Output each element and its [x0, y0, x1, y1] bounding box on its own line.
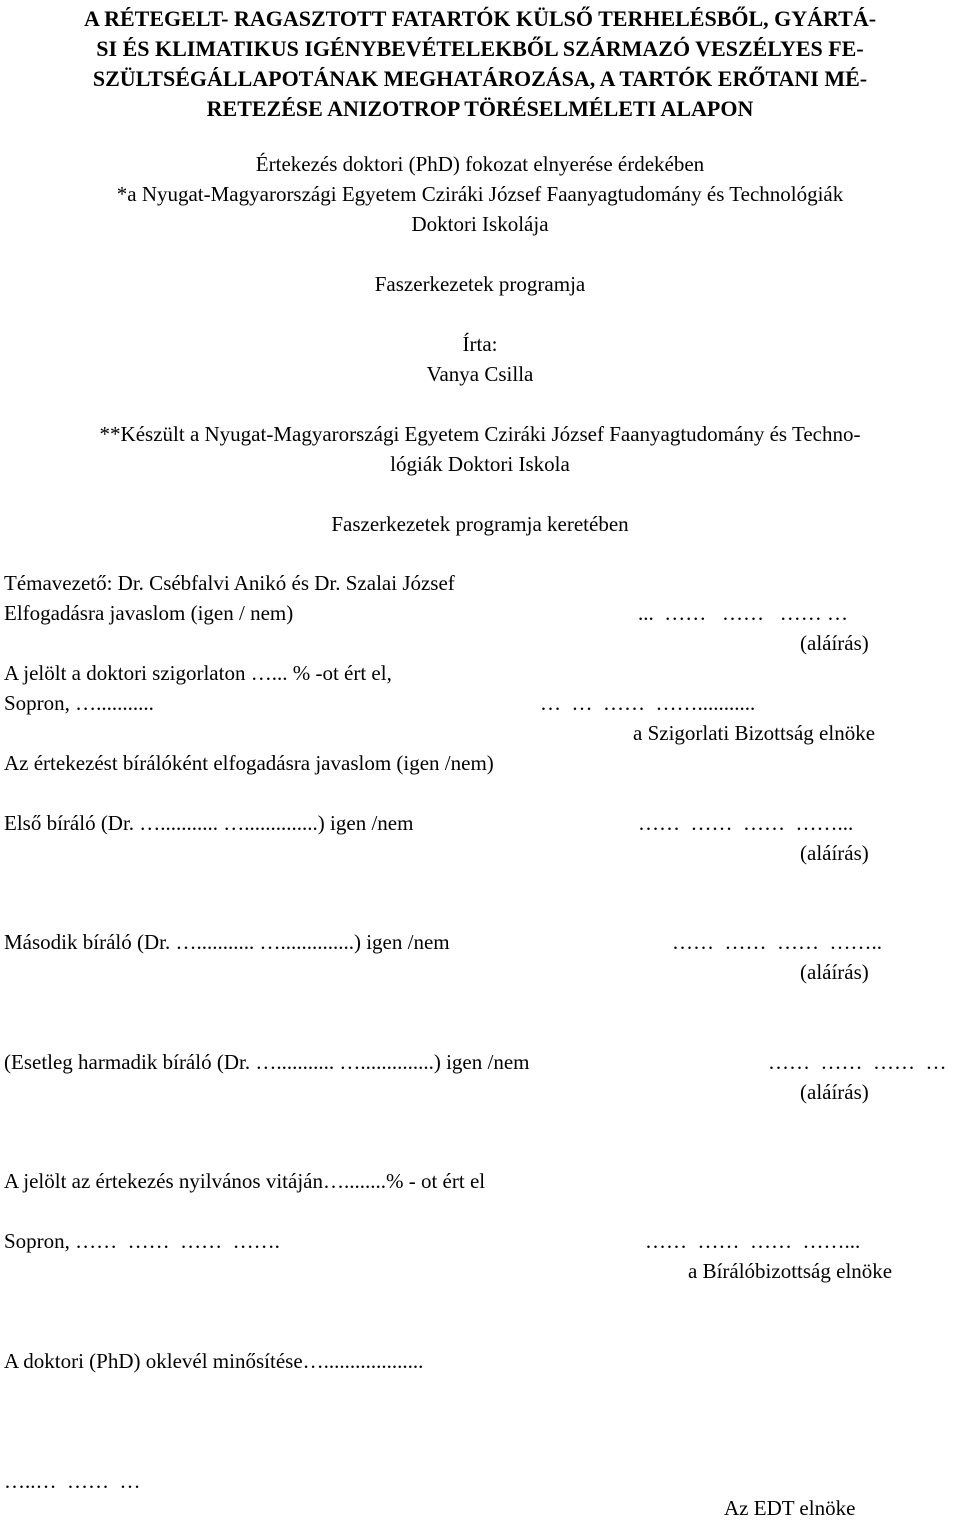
exam-line: A jelölt a doktori szigorlaton …... % -ot ért el,: [4, 661, 392, 685]
reviewer-1-signature-dots: …… …… …… ……...: [638, 811, 854, 835]
reviewer-3-signature-dots: …… …… …… …: [768, 1050, 947, 1074]
reviewer-2-line: Második bíráló (Dr. …........... …..............) igen /nem: [4, 930, 450, 954]
intro-line-2: *a Nyugat-Magyarországi Egyetem Cziráki József Faanyagtudomány és Technológiák: [116, 182, 844, 206]
diploma-rating-line: A doktori (PhD) oklevél minősítése…...................: [4, 1349, 424, 1373]
accept-signature-dots: ... …… …… …… …: [638, 601, 848, 625]
reviewer-intro: Az értekezést bírálóként elfogadásra javaslom (igen /nem): [4, 751, 494, 775]
author-name: Vanya Csilla: [426, 362, 534, 386]
reviewer-2-signature-dots: …… …… …… ……..: [672, 930, 882, 954]
review-chair-label: a Bírálóbizottság elnöke: [688, 1259, 893, 1283]
edt-signature-dots: …..… …… …: [4, 1469, 141, 1493]
supervisor-line: Témavezető: Dr. Csébfalvi Anikó és Dr. Szalai József: [4, 571, 455, 595]
document-title: A RÉTEGELT- RAGASZTOTT FATARTÓK KÜLSŐ TERHELÉSBŐL, GYÁRTÁ- SI ÉS KLIMATIKUS IGÉNYBEVÉTELEKBŐL SZÁRMAZÓ VESZÉLYES FE- SZÜLTSÉGÁLLAPOTÁNAK MEGHATÁROZÁSA, A TARTÓK ERŐTANI MÉ- RETEZÉSE ANIZOTROP TÖRÉSELMÉLETI ALAPON: [83, 6, 877, 121]
review-chair-signature-dots: …… …… …… ……...: [645, 1229, 861, 1253]
program-name: Faszerkezetek programja: [374, 272, 586, 296]
made-line-1: **Készült a Nyugat-Magyarországi Egyetem Cziráki József Faanyagtudomány és Techno-: [99, 422, 861, 446]
reviewer-2-signature-label: (aláírás): [800, 960, 869, 984]
author-label: Írta:: [462, 332, 498, 356]
accept-signature-label: (aláírás): [800, 631, 869, 655]
intro-line-1: Értekezés doktori (PhD) fokozat elnyerése érdekében: [255, 152, 705, 176]
reviewer-3-line: (Esetleg harmadik bíráló (Dr. …........... …..............) igen /nem: [4, 1050, 530, 1074]
reviewer-1-line: Első bíráló (Dr. …........... …..............) igen /nem: [4, 811, 414, 835]
reviewer-1-signature-label: (aláírás): [800, 841, 869, 865]
edt-chair-label: Az EDT elnöke: [724, 1496, 856, 1520]
sopron-line-1: Sopron, …...........: [4, 691, 154, 715]
exam-chair-signature-dots: … … …… ……...........: [540, 691, 756, 715]
defense-result-line: A jelölt az értekezés nyilvános vitáján…........% - ot ért el: [4, 1169, 486, 1193]
intro-line-3: Doktori Iskolája: [411, 212, 549, 236]
reviewer-3-signature-label: (aláírás): [800, 1080, 869, 1104]
made-program: Faszerkezetek programja keretében: [331, 512, 629, 536]
exam-chair-label: a Szigorlati Bizottság elnöke: [633, 721, 876, 745]
accept-line: Elfogadásra javaslom (igen / nem): [4, 601, 294, 625]
sopron-line-2: Sopron, …… …… …… …….: [4, 1229, 280, 1253]
made-line-2: lógiák Doktori Iskola: [390, 452, 570, 476]
